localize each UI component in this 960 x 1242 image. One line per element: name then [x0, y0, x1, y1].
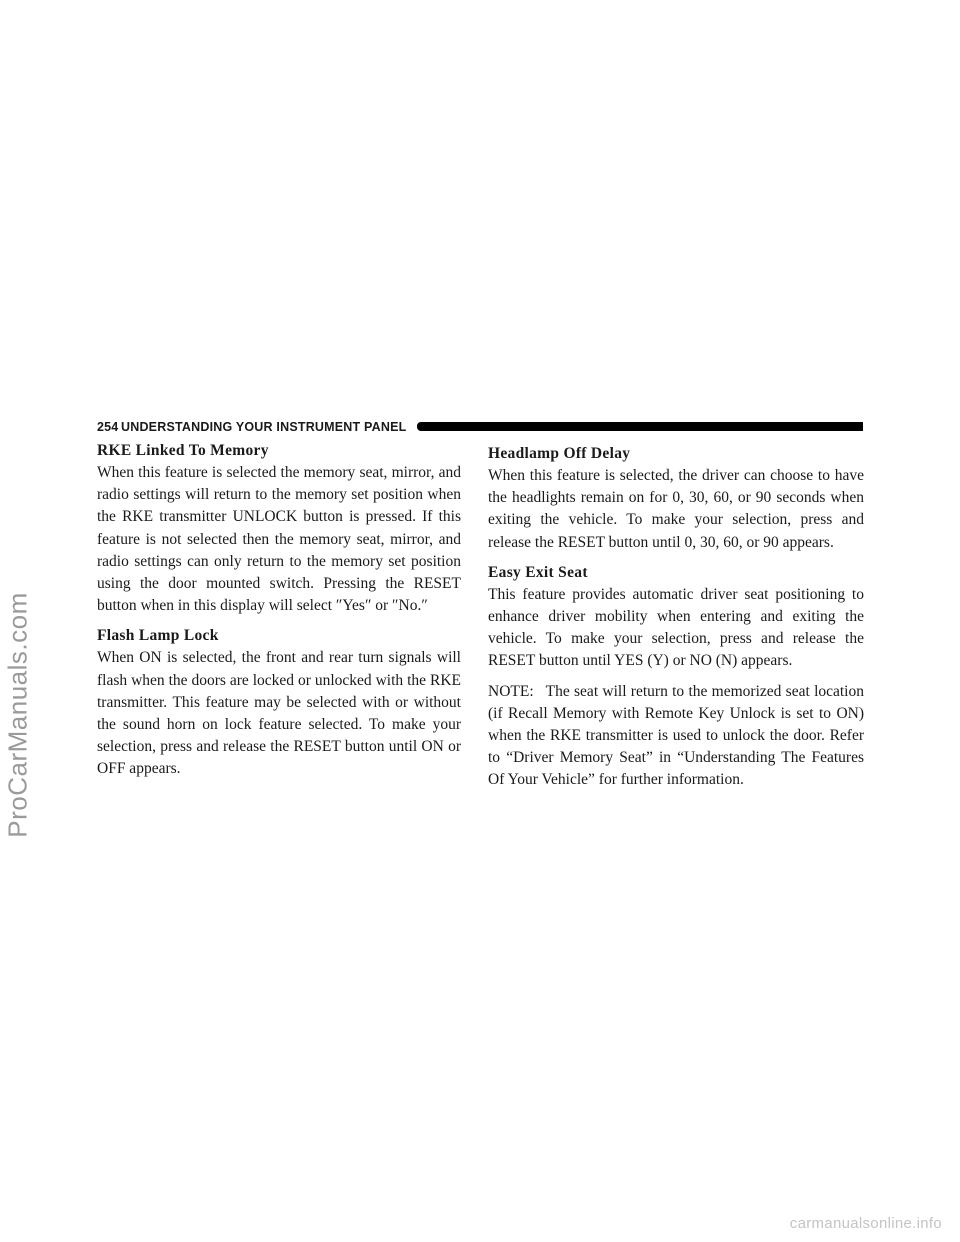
section-title: UNDERSTANDING YOUR INSTRUMENT PANEL	[121, 420, 407, 434]
heading-headlamp-off-delay: Headlamp Off Delay	[488, 445, 631, 462]
paragraph-rke-linked-to-memory: When this feature is selected the memory seat, mirror, and radio settings will return to the memory set position when the RKE transmitter UNLOCK button is pressed. If this feature is not selected then the memory seat, mirror, and radio settings can only return to the memory set position using the door mounted switch. Pressing the RESET button when in this display will select ″Yes″ or ″No.″	[97, 464, 461, 615]
page-number: 254	[97, 420, 119, 434]
note-label: NOTE:	[488, 682, 534, 700]
paragraph-headlamp-off-delay: When this feature is selected, the driver can choose to have the headlights remain on for 0, 30, 60, or 90 seconds when exiting the vehicle. To make your selection, press and release the RESET button until 0, 30, 60, or 90 appears.	[488, 467, 864, 551]
footer-watermark: carmanualsonline.info	[789, 1215, 942, 1232]
heading-easy-exit-seat: Easy Exit Seat	[488, 563, 588, 581]
note-paragraph	[488, 681, 864, 792]
left-column	[97, 440, 461, 781]
heading-rke-linked-to-memory: RKE Linked To Memory	[97, 442, 269, 459]
right-column	[488, 440, 864, 792]
paragraph-easy-exit-seat: This feature provides automatic driver seat positioning to enhance driver mobility when entering and exiting the vehicle. To make your selection, press and release the RESET button until YES (Y) or NO (N) appears.	[488, 585, 864, 670]
paragraph-flash-lamp-lock: When ON is selected, the front and rear turn signals will flash when the doors are locked or unlocked with the RKE transmitter. This feature may be selected with or without the sound horn on lock feature selected. To make your selection, press and release the RESET button until ON or OFF appears.	[97, 649, 461, 778]
note-text: The seat will return to the memorized seat location (if Recall Memory with Remote Key Unlock is set to ON) when the RKE transmitter is used to unlock the door. Refer to “Driver Memory Seat” in “Understanding The Features Of Your Vehicle” for further information.	[488, 682, 864, 789]
side-watermark-text: ProCarManuals.com	[2, 592, 33, 838]
heading-flash-lamp-lock: Flash Lamp Lock	[97, 627, 219, 645]
page-header	[97, 418, 863, 436]
side-watermark	[2, 495, 34, 935]
header-rule-bar	[417, 422, 863, 431]
